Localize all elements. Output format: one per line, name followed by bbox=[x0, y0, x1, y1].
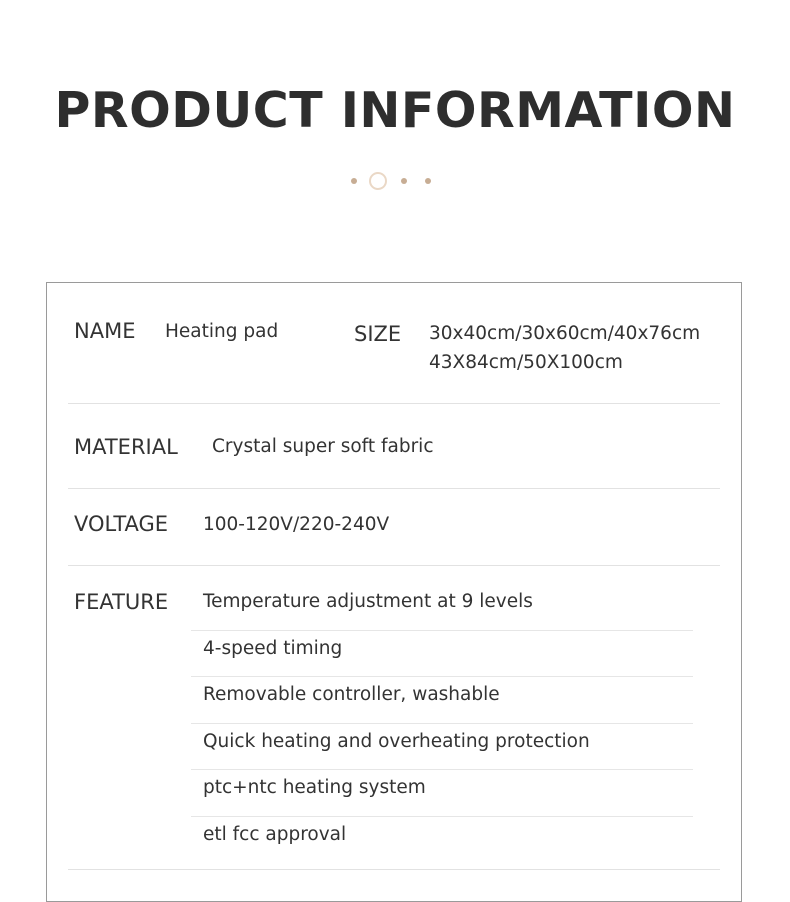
size-value-line-2: 43X84cm/50X100cm bbox=[429, 352, 623, 373]
feature-list bbox=[191, 584, 693, 864]
voltage-value: 100-120V/220-240V bbox=[203, 514, 390, 535]
feature-text: Removable controller, washable bbox=[203, 684, 500, 706]
feature-text: Temperature adjustment at 9 levels bbox=[203, 591, 533, 612]
product-info-table bbox=[46, 282, 742, 902]
dot-icon bbox=[425, 178, 431, 184]
row-divider bbox=[68, 565, 720, 566]
material-value: Crystal super soft fabric bbox=[212, 436, 434, 457]
feature-item bbox=[191, 770, 693, 817]
feature-item bbox=[191, 677, 693, 724]
name-value: Heating pad bbox=[165, 321, 279, 342]
feature-text: ptc+ntc heating system bbox=[203, 777, 426, 799]
feature-label: FEATURE bbox=[74, 590, 169, 614]
dot-icon bbox=[401, 178, 407, 184]
feature-text: Quick heating and overheating protection bbox=[203, 730, 590, 752]
size-label: SIZE bbox=[354, 322, 402, 346]
ring-dot-icon bbox=[369, 172, 387, 190]
feature-text: 4-speed timing bbox=[203, 637, 343, 659]
feature-item bbox=[191, 631, 693, 678]
dot-icon bbox=[351, 178, 357, 184]
page-title: PRODUCT INFORMATION bbox=[54, 82, 736, 139]
feature-item bbox=[191, 724, 693, 771]
feature-item bbox=[191, 817, 693, 864]
row-divider bbox=[68, 869, 720, 870]
row-divider bbox=[68, 488, 720, 489]
feature-item bbox=[191, 584, 693, 631]
row-divider bbox=[68, 403, 720, 404]
name-label: NAME bbox=[74, 319, 136, 343]
feature-text: etl fcc approval bbox=[203, 823, 347, 845]
voltage-label: VOLTAGE bbox=[74, 512, 169, 536]
material-label: MATERIAL bbox=[74, 435, 178, 459]
size-value-line-1: 30x40cm/30x60cm/40x76cm bbox=[429, 323, 701, 344]
decorative-dots bbox=[0, 171, 790, 191]
